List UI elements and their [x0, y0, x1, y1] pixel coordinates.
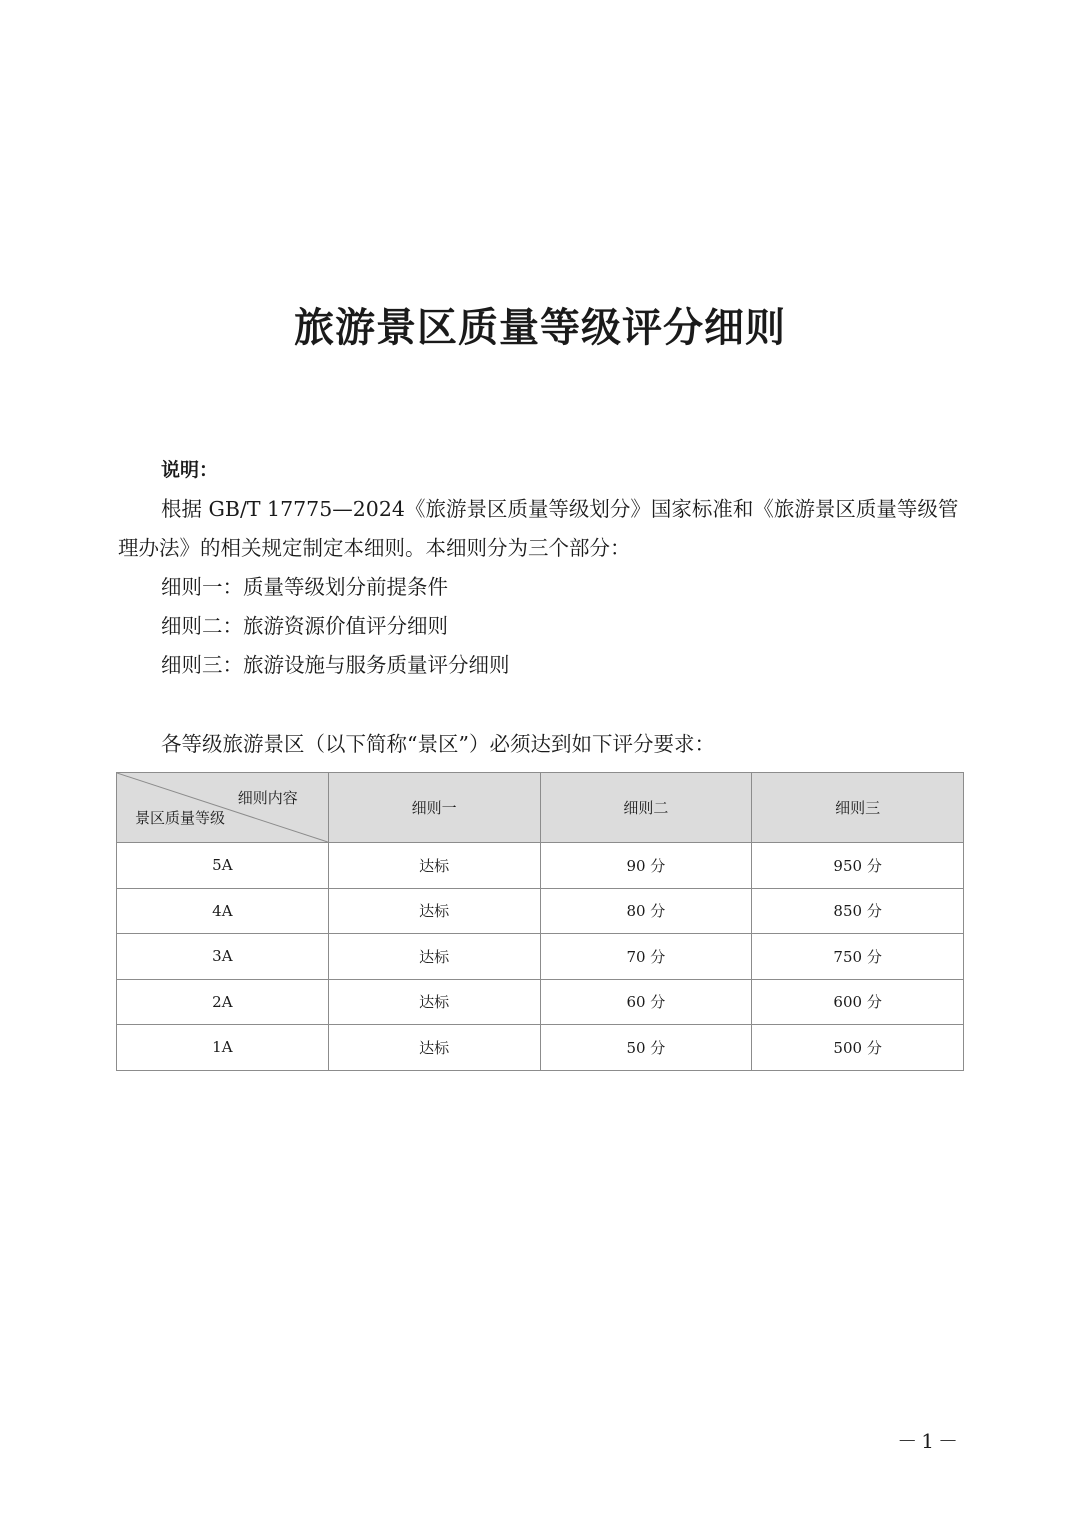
grade-cell: 3A [117, 934, 329, 980]
page-number: －1－ [897, 1429, 962, 1453]
part-item-1: 细则一：质量等级划分前提条件 [161, 575, 448, 599]
grade-cell: 2A [117, 979, 329, 1025]
table-cell: 90 分 [540, 843, 752, 889]
corner-top-label: 细则内容 [237, 789, 298, 807]
grade-cell: 1A [117, 1025, 329, 1071]
table-row [117, 979, 964, 1025]
document-title: 旅游景区质量等级评分细则 [294, 305, 786, 351]
table-cell: 50 分 [540, 1025, 752, 1071]
table-cell: 70 分 [540, 934, 752, 980]
table-header-row [117, 773, 964, 843]
table-cell: 850 分 [752, 888, 964, 934]
table-cell: 60 分 [540, 979, 752, 1025]
paragraph-line-2: 理办法》的相关规定制定本细则。本细则分为三个部分： [118, 536, 631, 560]
paragraph-line-1: 根据 GB/T 17775—2024《旅游景区质量等级划分》国家标准和《旅游景区质量等级管 [161, 497, 959, 521]
table-cell: 达标 [328, 1025, 540, 1071]
table-intro: 各等级旅游景区（以下简称“景区”）必须达到如下评分要求： [161, 732, 715, 756]
table-cell: 达标 [328, 843, 540, 889]
table-cell: 达标 [328, 979, 540, 1025]
column-header: 细则二 [540, 773, 752, 843]
score-requirements-table [116, 772, 964, 1071]
table-cell: 达标 [328, 888, 540, 934]
table-row [117, 934, 964, 980]
grade-cell: 5A [117, 843, 329, 889]
table-cell: 750 分 [752, 934, 964, 980]
column-header: 细则三 [752, 773, 964, 843]
part-item-2: 细则二：旅游资源价值评分细则 [161, 614, 448, 638]
part-item-3: 细则三：旅游设施与服务质量评分细则 [161, 653, 510, 677]
table-row [117, 888, 964, 934]
table-cell: 950 分 [752, 843, 964, 889]
table-cell: 600 分 [752, 979, 964, 1025]
table-cell: 达标 [328, 934, 540, 980]
table-cell: 80 分 [540, 888, 752, 934]
column-header: 细则一 [328, 773, 540, 843]
table-row [117, 1025, 964, 1071]
table-row [117, 843, 964, 889]
table-cell: 500 分 [752, 1025, 964, 1071]
grade-cell: 4A [117, 888, 329, 934]
notes-heading: 说明： [161, 459, 219, 481]
corner-bottom-label: 景区质量等级 [135, 809, 226, 827]
table-corner-cell [117, 773, 329, 843]
